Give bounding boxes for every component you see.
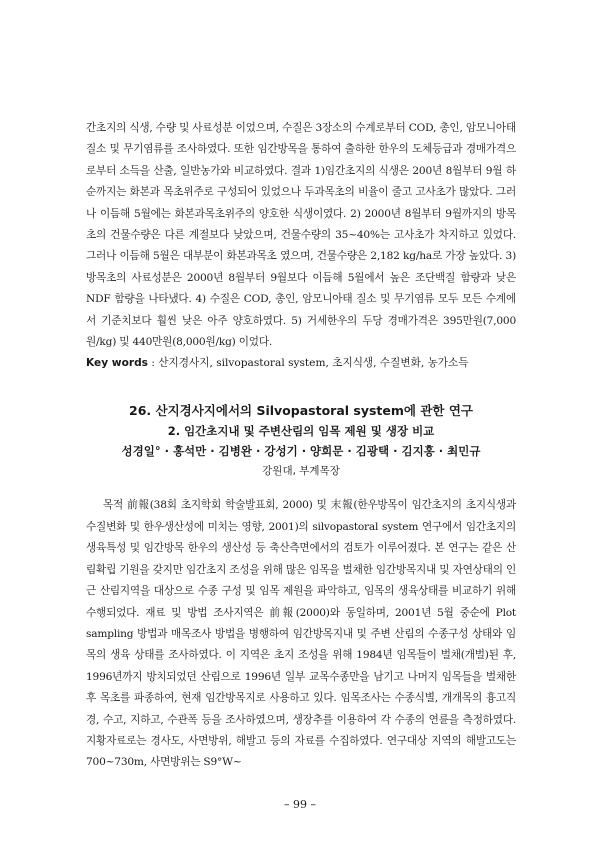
abstract-continuation: 간초지의 식생, 수량 및 사료성분 이었으며, 수질은 3장소의 수계로부터 COD, 총인, 암모니아태 질소 및 무기염류를 조사하였다. 또한 임간방목을 통하여 출하한 한우의 도체등급과 경매가격으로부터 소득을 산출, 일반농가와 비교하였다. 결과 1)임간초지의 식생은 200년 8월부터 9월 하순까지는 화본과 목초위주로 구성되어 있었으나 두과목초의 비율이 줄고 고사초가 많았다. 그러나 이듬해 5월에는 화본과목초위주의 양호한 식생이였다. 2) 2000년 8월부터 9월까지의 방목초의 건물수량은 다른 계절보다 낮았으며, 건물수량의 35~40%는 고사초가 차지하고 있었다. 그러나 이듬해 5월은 대부분이 화본과목초 였으며, 건물수량은 2,182 kg/ha로 가장 높았다. 3) 방목초의 사료성분은 2000년 8월부터 9월보다 이듬해 5월에서 높은 조단백질 함량과 낮은 NDF 함량을 나타냈다. 4) 수질은 COD, 총인, 암모니아태 질소 및 무기염류 모두 모든 수계에서 기준치보다 훨씬 낮은 아주 양호하였다. 5) 거세한우의 두당 경매가격은 395만원(7,000원/kg) 및 440만원(8,000원/kg) 이었다. [86, 122, 516, 349]
article-title: 26. 산지경사지에서의 Silvopastoral system에 관한 연구 [129, 403, 473, 419]
page-number: – 99 – [284, 798, 316, 811]
affiliation: 강원대, 부계목장 [262, 465, 340, 478]
article-header [86, 401, 516, 481]
author-list: 성경일° · 홍석만 · 김병완 · 강성기 · 양희문 · 김광택 · 김지홍 · 최민규 [121, 444, 481, 459]
keywords-text: : 산지경사지, silvopastoral system, 초지식생, 수질변화, 농가소득 [147, 357, 469, 370]
article-body: 목적 前報(38회 초지학회 학술발표회, 2000) 및 末報(한우방목이 임간초지의 초지식생과 수질변화 및 한우생산성에 미치는 영향, 2001)의 silvopastoral system 연구에서 임간초지의 생육특성 및 임간방목 한우의 생산성 등 축산측면에서의 검토가 이루어졌다. 본 연구는 같은 산림확립 기원을 갖지만 임간초지 조성을 위해 많은 임목을 벌채한 임간방목지내 및 자연상태의 인근 산림지역을 대상으로 수종 구성 및 임목 제원을 파악하고, 임목의 생육상태를 비교하기 위해 수행되었다. 재료 및 방법 조사지역은 前報(2000)와 동일하며, 2001년 5월 중순에 Plot sampling 방법과 매목조사 방법을 병행하여 임간방목지내 및 주변 산림의 수종구성 상태와 임목의 생육 상태를 조사하였다. 이 지역은 초지 조성을 위해 1984년 임목들이 벌채(개벌)된 후, 1996년까지 방치되었던 산림으로 1996년 일부 교목수종만을 남기고 나머지 임목들을 벌채한 후 목초를 파종하여, 현재 임간방목지로 사용하고 있다. 임목조사는 수종식별, 개개목의 흉고직경, 수고, 지하고, 수관폭 등을 조사하였으며, 생장추를 이용하여 각 수종의 연륜을 측정하였다. 지황자료로는 경사도, 사면방위, 해발고 등의 자료를 수집하였다. 연구대상 지역의 해발고도는 700~730m, 사면방위는 S9°W~ [86, 499, 516, 769]
keywords-label: Key words [86, 357, 148, 370]
keywords-line [86, 353, 516, 373]
page-content [86, 118, 516, 774]
article-subtitle: 2. 임간초지내 및 주변산림의 임목 제원 및 생장 비교 [167, 424, 435, 439]
